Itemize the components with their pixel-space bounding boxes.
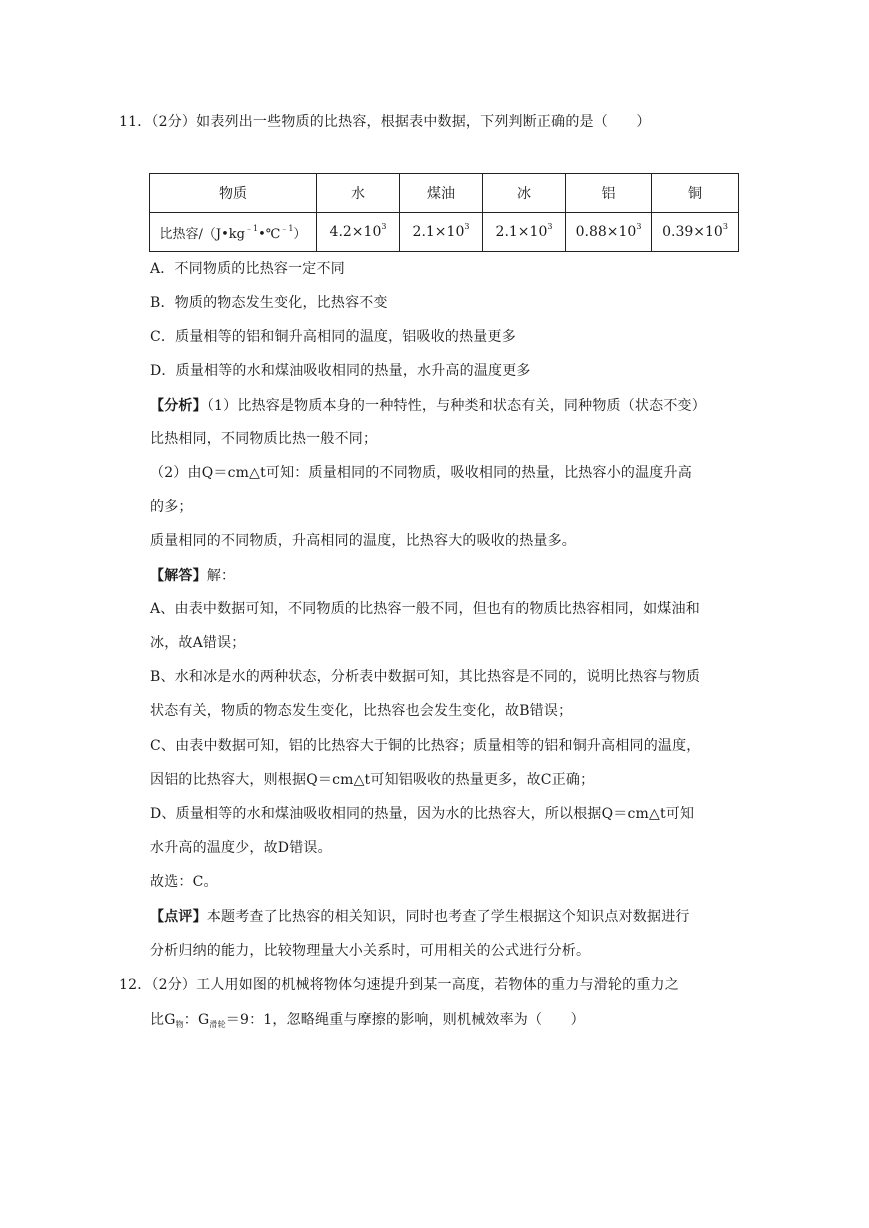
question-12-stem: 12．（2分）工人用如图的机械将物体匀速提升到某一高度，若物体的重力与滑轮的重力之 — [119, 977, 679, 993]
answer-heading — [150, 566, 235, 586]
answer-line: C、由表中数据可知，铝的比热容大于铜的比热容；质量相等的铝和铜升高相同的温度， — [150, 738, 701, 754]
comment-tag: 【点评】 — [150, 909, 207, 925]
table-header-cell: 物质 — [150, 174, 317, 213]
table-header-cell: 铜 — [652, 174, 739, 213]
value-base: 0.39×10 — [662, 224, 723, 240]
ratio-text: ：G — [183, 1012, 210, 1028]
value-base: 4.2×10 — [329, 224, 382, 240]
ratio-subscript: 物 — [175, 1020, 184, 1029]
option-c: C．质量相等的铝和铜升高相同的温度，铝吸收的热量更多 — [150, 329, 516, 345]
analysis-tag: 【分析】 — [150, 398, 207, 414]
ratio-text: ＝9：1，忽略绳重与摩擦的影响，则机械效率为（ ） — [225, 1012, 585, 1028]
value-cell — [566, 213, 652, 252]
question-11-stem: 11．（2分）如表列出一些物质的比热容，根据表中数据，下列判断正确的是（ ） — [119, 114, 651, 130]
answer-line: B、水和冰是水的两种状态，分析表中数据可知，其比热容是不同的，说明比热容与物质 — [150, 669, 701, 685]
value-base: 2.1×10 — [412, 224, 465, 240]
analysis-line: 比热相同，不同物质比热一般不同； — [150, 431, 378, 447]
answer-line: 因铝的比热容大，则根据Q＝cm△t可知铝吸收的热量更多，故C正确； — [150, 772, 595, 788]
analysis-line — [150, 396, 706, 416]
row-label-cell — [150, 213, 317, 252]
answer-line: D、质量相等的水和煤油吸收相同的热量，因为水的比热容大，所以根据Q＝cm△t可知 — [150, 806, 695, 822]
question-12-stem-line2 — [150, 1010, 585, 1030]
answer-line: A、由表中数据可知，不同物质的比热容一般不同，但也有的物质比热容相同，如煤油和 — [150, 601, 700, 617]
row-label-exponent: ﹣1 — [280, 223, 294, 233]
answer-line: 故选：C。 — [150, 874, 218, 890]
table-header-cell: 冰 — [483, 174, 566, 213]
value-cell — [483, 213, 566, 252]
comment-text: 本题考查了比热容的相关知识，同时也考查了学生根据这个知识点对数据进行 — [206, 909, 690, 925]
comment-line — [150, 907, 690, 927]
value-exponent: 3 — [464, 222, 470, 231]
analysis-line: 质量相同的不同物质，升高相同的温度，比热容大的吸收的热量多。 — [150, 533, 576, 549]
answer-line: 水升高的温度少，故D错误。 — [150, 840, 332, 856]
analysis-line: （2）由Q＝cm△t可知：质量相同的不同物质，吸收相同的热量，比热容小的温度升高 — [150, 465, 692, 481]
ratio-subscript: 滑轮 — [209, 1020, 226, 1029]
value-exponent: 3 — [547, 222, 553, 231]
analysis-line: 的多； — [150, 499, 193, 515]
table-header-cell: 铝 — [566, 174, 652, 213]
answer-text: 解： — [206, 568, 236, 584]
option-a: A．不同物质的比热容一定不同 — [150, 261, 345, 277]
value-exponent: 3 — [381, 222, 387, 231]
row-label-exponent: ﹣1 — [245, 223, 259, 233]
specific-heat-table — [149, 173, 739, 252]
value-cell — [400, 213, 483, 252]
value-base: 2.1×10 — [495, 224, 548, 240]
value-base: 0.88×10 — [575, 224, 637, 240]
value-exponent: 3 — [722, 222, 728, 231]
row-label-text: ） — [293, 226, 307, 242]
comment-line: 分析归纳的能力，比较物理量大小关系时，可用相关的公式进行分析。 — [150, 943, 591, 959]
table-header-cell: 水 — [317, 174, 400, 213]
value-cell — [652, 213, 739, 252]
option-d: D．质量相等的水和煤油吸收相同的热量，水升高的温度更多 — [150, 363, 531, 379]
answer-line: 状态有关，物质的物态发生变化，比热容也会发生变化，故B错误； — [150, 703, 573, 719]
ratio-text: 比G — [150, 1012, 176, 1028]
value-cell — [317, 213, 400, 252]
row-label-text: 比热容/（J•kg — [159, 226, 246, 242]
row-label-text: •℃ — [258, 226, 281, 242]
table-header-row — [150, 174, 739, 213]
option-b: B．物质的物态发生变化，比热容不变 — [150, 295, 388, 311]
answer-tag: 【解答】 — [150, 568, 207, 584]
value-exponent: 3 — [636, 222, 642, 231]
table-header-cell: 煤油 — [400, 174, 483, 213]
analysis-text: （1）比热容是物质本身的一种特性，与种类和状态有关，同种物质（状态不变） — [206, 398, 706, 414]
table-row — [150, 213, 739, 252]
answer-line: 冰，故A错误； — [150, 635, 246, 651]
